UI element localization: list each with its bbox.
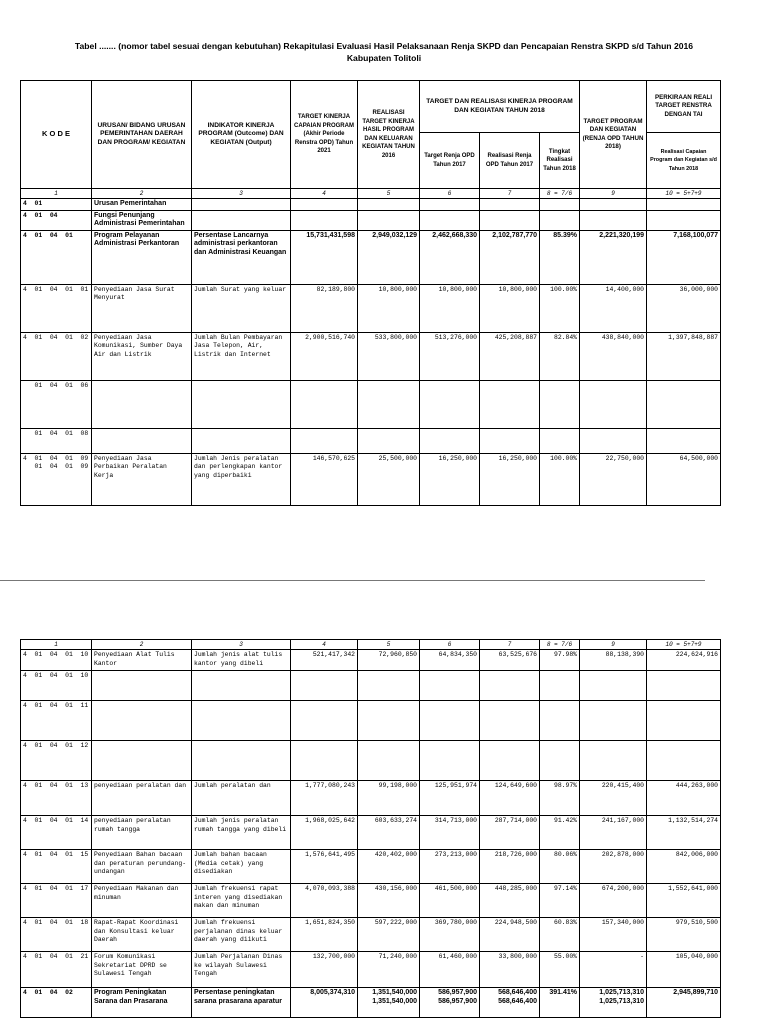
realisasi-capaian-cell [647, 380, 721, 428]
target-program-cell: 88,138,390 [580, 650, 647, 671]
target-renja-cell [420, 199, 480, 211]
realisasi-2016-cell [358, 380, 420, 428]
col-number: 5 [358, 640, 420, 650]
indikator-cell: Persentase peningkatan sarana prasarana aparatur [192, 988, 291, 1018]
urusan-cell: Penyediaan Alat Tulis Kantor [92, 650, 192, 671]
target-renja-cell [420, 380, 480, 428]
target-program-cell [580, 210, 647, 230]
realisasi-renja-cell: 218,726,000 [480, 850, 540, 884]
realisasi-2016-cell: 71,240,000 [358, 952, 420, 988]
col-number: 1 [21, 189, 92, 199]
indikator-cell [192, 428, 291, 453]
realisasi-2016-cell: 603,633,274 [358, 816, 420, 850]
col-number: 10 = 5+7+9 [647, 640, 721, 650]
target-renja-cell [420, 671, 480, 701]
header-realisasi-renja: Realisasi Renja OPD Tahun 2017 [480, 133, 540, 189]
realisasi-renja-cell: 124,649,600 [480, 781, 540, 816]
header-perkiraan: PERKIRAAN REALI TARGET RENSTRA DENGAN TAI [647, 81, 721, 133]
realisasi-2016-cell: 10,800,000 [358, 284, 420, 332]
indikator-cell: Jumlah frekuensi rapat interen yang disediakan makan dan minuman [192, 884, 291, 918]
target-kinerja-cell: 1,968,025,642 [291, 816, 358, 850]
realisasi-2016-cell: 1,351,540,000 1,351,540,000 [358, 988, 420, 1018]
table1-body [21, 199, 721, 506]
indikator-cell: Jumlah bahan bacaan (Media cetak) yang disediakan [192, 850, 291, 884]
realisasi-2016-cell: 99,198,000 [358, 781, 420, 816]
realisasi-capaian-cell: 1,397,848,887 [647, 332, 721, 380]
kode-cell: 4 01 04 01 17 [21, 884, 92, 918]
urusan-cell: Penyediaan Jasa Surat Menyurat [92, 284, 192, 332]
target-kinerja-cell: 521,417,342 [291, 650, 358, 671]
target-renja-cell: 10,800,000 [420, 284, 480, 332]
column-number-row [21, 640, 721, 650]
header-realisasi-capaian: Realisasi Capaian Program dan Kegiatan s/d Tahun 2018 [647, 133, 721, 189]
realisasi-capaian-cell: 64,500,000 [647, 453, 721, 505]
table-row [21, 210, 721, 230]
col-number: 4 [291, 640, 358, 650]
indikator-cell: Jumlah jenis alat tulis kantor yang dibeli [192, 650, 291, 671]
target-kinerja-cell: 2,900,516,740 [291, 332, 358, 380]
realisasi-2016-cell [358, 428, 420, 453]
target-kinerja-cell [291, 741, 358, 781]
indikator-cell [192, 671, 291, 701]
col-number: 8 = 7/6 [540, 189, 580, 199]
target-program-cell: 241,167,000 [580, 816, 647, 850]
kode-cell: 4 01 04 01 01 [21, 284, 92, 332]
target-kinerja-cell [291, 671, 358, 701]
header-tingkat: Tingkat Realisasi Tahun 2018 [540, 133, 580, 189]
kode-cell: 01 04 01 06 [21, 380, 92, 428]
target-renja-cell: 2,462,668,330 [420, 230, 480, 284]
tingkat-realisasi-cell: 60.83% [540, 918, 580, 952]
realisasi-2016-cell [358, 741, 420, 781]
realisasi-capaian-cell: 1,132,514,274 [647, 816, 721, 850]
realisasi-renja-cell: 448,285,000 [480, 884, 540, 918]
col-number: 9 [580, 640, 647, 650]
urusan-cell: Penyediaan Jasa Komunikasi, Sumber Daya Air dan Listrik [92, 332, 192, 380]
kode-cell: 4 01 04 01 13 [21, 781, 92, 816]
urusan-cell: Urusan Pemerintahan [92, 199, 192, 211]
target-program-cell: 438,840,000 [580, 332, 647, 380]
tingkat-realisasi-cell: 82.84% [540, 332, 580, 380]
realisasi-capaian-cell [647, 428, 721, 453]
table-row [21, 918, 721, 952]
target-renja-cell [420, 701, 480, 741]
target-kinerja-cell: 146,570,625 [291, 453, 358, 505]
realisasi-renja-cell: 287,714,000 [480, 816, 540, 850]
realisasi-renja-cell [480, 428, 540, 453]
target-program-cell [580, 199, 647, 211]
target-kinerja-cell [291, 428, 358, 453]
header-indikator: INDIKATOR KINERJA PROGRAM (Outcome) DAN KEGIATAN (Output) [192, 81, 291, 189]
tingkat-realisasi-cell: 55.00% [540, 952, 580, 988]
urusan-cell [92, 671, 192, 701]
table-row [21, 428, 721, 453]
realisasi-renja-cell [480, 199, 540, 211]
target-renja-cell [420, 428, 480, 453]
target-program-cell: 2,221,320,199 [580, 230, 647, 284]
target-renja-cell: 461,500,000 [420, 884, 480, 918]
indikator-cell [192, 199, 291, 211]
kode-cell: 4 01 [21, 199, 92, 211]
tingkat-realisasi-cell: 98.97% [540, 781, 580, 816]
target-renja-cell: 513,276,000 [420, 332, 480, 380]
target-program-cell: - [580, 952, 647, 988]
realisasi-capaian-cell: 1,552,641,000 [647, 884, 721, 918]
tingkat-realisasi-cell [540, 701, 580, 741]
urusan-cell: Program Peningkatan Sarana dan Prasarana [92, 988, 192, 1018]
table-row [21, 199, 721, 211]
header-urusan: URUSAN/ BIDANG URUSAN PEMERINTAHAN DAERAH DAN PROGRAM/ KEGIATAN [92, 81, 192, 189]
indikator-cell: Jumlah frekuensi perjalanan dinas keluar daerah yang diikuti [192, 918, 291, 952]
realisasi-capaian-cell: 36,000,000 [647, 284, 721, 332]
realisasi-capaian-cell: 7,168,100,077 [647, 230, 721, 284]
col-number: 6 [420, 640, 480, 650]
col-number: 3 [192, 189, 291, 199]
target-renja-cell: 64,834,350 [420, 650, 480, 671]
tingkat-realisasi-cell [540, 210, 580, 230]
tingkat-realisasi-cell: 91.42% [540, 816, 580, 850]
realisasi-2016-cell: 25,500,000 [358, 453, 420, 505]
target-program-cell: 14,400,000 [580, 284, 647, 332]
indikator-cell [192, 210, 291, 230]
urusan-cell: penyediaan peralatan rumah tangga [92, 816, 192, 850]
kode-cell: 4 01 04 01 02 [21, 332, 92, 380]
header-target-renja: Target Renja OPD Tahun 2017 [420, 133, 480, 189]
realisasi-capaian-cell: 224,624,916 [647, 650, 721, 671]
kode-cell: 4 01 04 [21, 210, 92, 230]
target-kinerja-cell: 15,731,431,598 [291, 230, 358, 284]
kode-cell: 4 01 04 01 14 [21, 816, 92, 850]
table-row [21, 380, 721, 428]
realisasi-capaian-cell: 105,040,000 [647, 952, 721, 988]
tingkat-realisasi-cell: 100.00% [540, 284, 580, 332]
urusan-cell: Penyediaan Makanan dan minuman [92, 884, 192, 918]
target-program-cell: 202,878,000 [580, 850, 647, 884]
realisasi-capaian-cell: 2,945,899,710 [647, 988, 721, 1018]
tingkat-realisasi-cell: 391.41% [540, 988, 580, 1018]
target-program-cell: 220,415,400 [580, 781, 647, 816]
column-number-row [21, 189, 721, 199]
urusan-cell: Program Pelayanan Administrasi Perkantoran [92, 230, 192, 284]
page-break-divider [0, 580, 705, 581]
realisasi-capaian-cell: 979,510,500 [647, 918, 721, 952]
page-title-line2: Kabupaten Tolitoli [346, 53, 422, 63]
kode-cell: 4 01 04 01 18 [21, 918, 92, 952]
urusan-cell [92, 380, 192, 428]
target-kinerja-cell [291, 210, 358, 230]
kode-cell: 4 01 04 01 [21, 230, 92, 284]
indikator-cell [192, 741, 291, 781]
kode-cell: 4 01 04 01 21 [21, 952, 92, 988]
col-number: 3 [192, 640, 291, 650]
urusan-cell: Penyediaan Jasa Perbaikan Peralatan Kerja [92, 453, 192, 505]
realisasi-renja-cell: 224,948,500 [480, 918, 540, 952]
realisasi-2016-cell: 430,156,000 [358, 884, 420, 918]
target-kinerja-cell [291, 199, 358, 211]
target-kinerja-cell: 132,700,000 [291, 952, 358, 988]
table-row [21, 453, 721, 505]
urusan-cell: Forum Komunikasi Sekretariat DPRD se Sulawesi Tengah [92, 952, 192, 988]
indikator-cell: Persentase Lancarnya administrasi perkantoran dan Administrasi Keuangan [192, 230, 291, 284]
realisasi-2016-cell [358, 199, 420, 211]
realisasi-renja-cell: 425,208,887 [480, 332, 540, 380]
target-renja-cell: 61,460,000 [420, 952, 480, 988]
target-kinerja-cell [291, 380, 358, 428]
kode-cell: 4 01 04 01 10 [21, 671, 92, 701]
target-program-cell [580, 741, 647, 781]
realisasi-capaian-cell [647, 701, 721, 741]
urusan-cell [92, 701, 192, 741]
realisasi-2016-cell: 533,800,000 [358, 332, 420, 380]
col-number: 8 = 7/6 [540, 640, 580, 650]
realisasi-renja-cell [480, 210, 540, 230]
target-renja-cell: 125,951,974 [420, 781, 480, 816]
target-kinerja-cell: 8,005,374,310 [291, 988, 358, 1018]
realisasi-renja-cell [480, 380, 540, 428]
table-row [21, 701, 721, 741]
realisasi-renja-cell: 33,800,000 [480, 952, 540, 988]
kode-cell: 4 01 04 02 [21, 988, 92, 1018]
col-number: 7 [480, 640, 540, 650]
urusan-cell: Penyediaan Bahan bacaan dan peraturan perundang-undangan [92, 850, 192, 884]
realisasi-2016-cell: 2,949,032,129 [358, 230, 420, 284]
col-number: 1 [21, 640, 92, 650]
table-row [21, 884, 721, 918]
indikator-cell: Jumlah Bulan Pembayaran Jasa Telepon, Air, Listrik dan Internet [192, 332, 291, 380]
evaluation-table-page-1 [20, 80, 721, 506]
realisasi-2016-cell: 420,402,000 [358, 850, 420, 884]
table-row [21, 650, 721, 671]
kode-cell: 4 01 04 01 15 [21, 850, 92, 884]
tingkat-realisasi-cell [540, 741, 580, 781]
target-program-cell [580, 380, 647, 428]
target-renja-cell [420, 210, 480, 230]
target-kinerja-cell: 1,651,824,350 [291, 918, 358, 952]
realisasi-2016-cell: 597,222,000 [358, 918, 420, 952]
table-row [21, 988, 721, 1018]
target-renja-cell: 16,250,000 [420, 453, 480, 505]
table-row [21, 671, 721, 701]
indikator-cell: Jumlah jenis peralatan rumah tangga yang dibeli [192, 816, 291, 850]
col-number: 2 [92, 189, 192, 199]
urusan-cell: penyediaan peralatan dan [92, 781, 192, 816]
realisasi-capaian-cell [647, 199, 721, 211]
realisasi-capaian-cell: 444,263,000 [647, 781, 721, 816]
target-program-cell [580, 701, 647, 741]
target-renja-cell: 273,213,000 [420, 850, 480, 884]
table-row [21, 816, 721, 850]
target-renja-cell: 369,780,000 [420, 918, 480, 952]
table-row [21, 850, 721, 884]
kode-cell: 01 04 01 08 [21, 428, 92, 453]
realisasi-capaian-cell: 842,006,000 [647, 850, 721, 884]
table-row [21, 332, 721, 380]
target-kinerja-cell: 82,189,800 [291, 284, 358, 332]
indikator-cell: Jumlah peralatan dan [192, 781, 291, 816]
indikator-cell: Jumlah Jenis peralatan dan perlengkapan kantor yang diperbaiki [192, 453, 291, 505]
target-kinerja-cell: 4,070,093,388 [291, 884, 358, 918]
table-row [21, 952, 721, 988]
tingkat-realisasi-cell [540, 428, 580, 453]
table-row [21, 781, 721, 816]
tingkat-realisasi-cell [540, 199, 580, 211]
target-renja-cell: 314,713,000 [420, 816, 480, 850]
kode-cell: 4 01 04 01 10 [21, 650, 92, 671]
target-program-cell: 22,750,000 [580, 453, 647, 505]
urusan-cell: Fungsi Penunjang Administrasi Pemerintahan [92, 210, 192, 230]
col-number: 5 [358, 189, 420, 199]
urusan-cell: Rapat-Rapat Koordinasi dan Konsultasi keluar Daerah [92, 918, 192, 952]
indikator-cell: Jumlah Surat yang keluar [192, 284, 291, 332]
tingkat-realisasi-cell: 97.14% [540, 884, 580, 918]
table2-body [21, 650, 721, 1018]
target-kinerja-cell: 1,777,080,243 [291, 781, 358, 816]
indikator-cell [192, 380, 291, 428]
tingkat-realisasi-cell: 80.06% [540, 850, 580, 884]
realisasi-renja-cell: 10,800,000 [480, 284, 540, 332]
realisasi-renja-cell: 568,646,400 568,646,400 [480, 988, 540, 1018]
kode-cell: 4 01 04 01 09 01 04 01 09 [21, 453, 92, 505]
realisasi-renja-cell: 63,525,676 [480, 650, 540, 671]
kode-cell: 4 01 04 01 11 [21, 701, 92, 741]
table-row [21, 284, 721, 332]
target-program-cell: 1,025,713,310 1,025,713,310 [580, 988, 647, 1018]
realisasi-2016-cell [358, 210, 420, 230]
target-program-cell: 157,340,000 [580, 918, 647, 952]
realisasi-renja-cell: 2,102,787,770 [480, 230, 540, 284]
indikator-cell: Jumlah Perjalanan Dinas ke wilayah Sulawesi Tengah [192, 952, 291, 988]
header-kode: K O D E [21, 81, 92, 189]
tingkat-realisasi-cell [540, 380, 580, 428]
col-number: 4 [291, 189, 358, 199]
col-number: 6 [420, 189, 480, 199]
realisasi-renja-cell: 16,250,000 [480, 453, 540, 505]
col-number: 2 [92, 640, 192, 650]
evaluation-table-page-2 [20, 639, 721, 1018]
urusan-cell [92, 741, 192, 781]
page-title-line1: Tabel ....... (nomor tabel sesuai dengan kebutuhan) Rekapitulasi Evaluasi Hasil Pelaksanaan Renja SKPD dan Pencapaian Renstra SKPD s/d Tahun 2016 [74, 41, 694, 51]
realisasi-capaian-cell [647, 741, 721, 781]
tingkat-realisasi-cell [540, 671, 580, 701]
realisasi-2016-cell [358, 701, 420, 741]
target-renja-cell: 586,957,900 586,957,900 [420, 988, 480, 1018]
target-program-cell [580, 428, 647, 453]
col-number: 10 = 5+7+9 [647, 189, 721, 199]
table-row [21, 230, 721, 284]
tingkat-realisasi-cell: 97.98% [540, 650, 580, 671]
header-target-kinerja: TARGET KINERJA CAPAIAN PROGRAM (Akhir Periode Renstra OPD) Tahun 2021 [291, 81, 358, 189]
header-target-program: TARGET PROGRAM DAN KEGIATAN (RENJA OPD TAHUN 2018) [580, 81, 647, 189]
kode-cell: 4 01 04 01 12 [21, 741, 92, 781]
col-number: 9 [580, 189, 647, 199]
header-target-realisasi-group: TARGET DAN REALISASI KINERJA PROGRAM DAN KEGIATAN TAHUN 2018 [420, 81, 580, 133]
urusan-cell [92, 428, 192, 453]
target-renja-cell [420, 741, 480, 781]
target-kinerja-cell [291, 701, 358, 741]
indikator-cell [192, 701, 291, 741]
realisasi-renja-cell [480, 701, 540, 741]
target-program-cell: 674,200,000 [580, 884, 647, 918]
table-row [21, 741, 721, 781]
realisasi-2016-cell: 72,960,850 [358, 650, 420, 671]
target-kinerja-cell: 1,576,641,495 [291, 850, 358, 884]
realisasi-capaian-cell [647, 210, 721, 230]
tingkat-realisasi-cell: 85.39% [540, 230, 580, 284]
header-realisasi-2016: REALISASI TARGET KINERJA HASIL PROGRAM DAN KELUARAN KEGIATAN TAHUN 2016 [358, 81, 420, 189]
realisasi-renja-cell [480, 741, 540, 781]
tingkat-realisasi-cell: 100.00% [540, 453, 580, 505]
realisasi-2016-cell [358, 671, 420, 701]
realisasi-capaian-cell [647, 671, 721, 701]
col-number: 7 [480, 189, 540, 199]
realisasi-renja-cell [480, 671, 540, 701]
target-program-cell [580, 671, 647, 701]
